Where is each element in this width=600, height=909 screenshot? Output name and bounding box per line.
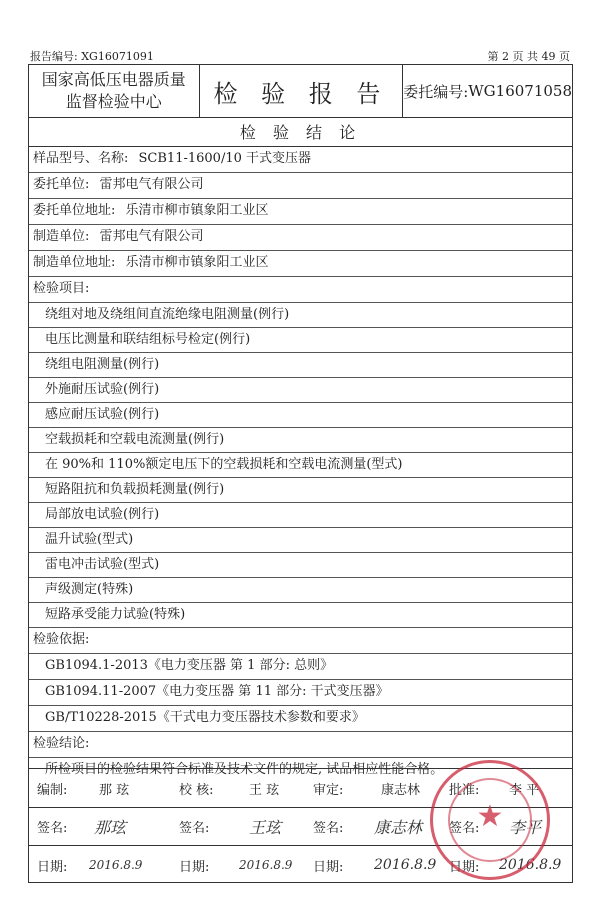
signature-approve: 李平 — [509, 817, 542, 837]
commission-number — [403, 65, 572, 117]
compile-name: 那 玹 — [99, 782, 130, 798]
stamp-star-icon: ★ — [476, 799, 504, 834]
sign-label: 签名: — [313, 820, 344, 836]
item: 电压比测量和联结组标号检定(例行) — [45, 332, 251, 347]
field-label: 委托单位地址: — [33, 203, 116, 218]
official-stamp — [430, 760, 550, 880]
item: 短路阻抗和负载损耗测量(例行) — [45, 482, 225, 497]
report-number-label: 报告编号: — [30, 50, 78, 63]
signature-review: 康志林 — [374, 817, 423, 837]
signature-check: 王玹 — [249, 817, 282, 837]
field-value: 乐清市柳市镇象阳工业区 — [125, 255, 269, 270]
commission-value: WG16071058 — [468, 82, 572, 100]
check-name: 王 玹 — [249, 782, 280, 798]
field-label: 样品型号、名称: — [33, 151, 129, 166]
check-label: 校 核: — [179, 782, 214, 798]
items-heading: 检验项目: — [33, 281, 90, 296]
item: 在 90%和 110%额定电压下的空载损耗和空载电流测量(型式) — [45, 457, 403, 472]
conclusion-text: 所检项目的检验结果符合标准及技术文件的规定, 试品相应性能合格。 — [45, 762, 444, 777]
date-label: 日期: — [179, 859, 210, 875]
field-manufacturer — [29, 224, 576, 250]
field-value: 雷邦电气有限公司 — [99, 177, 204, 192]
item: 局部放电试验(例行) — [45, 507, 160, 522]
sign-label: 签名: — [37, 820, 68, 836]
sign-label: 签名: — [449, 820, 480, 836]
item: 感应耐压试验(例行) — [45, 407, 160, 422]
conclusion-heading: 检验结论: — [33, 736, 90, 751]
field-label: 委托单位: — [33, 177, 90, 192]
date-compile: 2016.8.9 — [89, 858, 143, 872]
item: 声级测定(特殊) — [45, 582, 134, 597]
item: 外施耐压试验(例行) — [45, 382, 160, 397]
signature-compile: 那玹 — [94, 817, 127, 837]
review-label: 审定: — [313, 782, 344, 798]
compile-label: 编制: — [37, 782, 68, 798]
report-number — [30, 48, 154, 64]
report-header — [29, 65, 572, 118]
field-client — [29, 172, 576, 198]
field-manufacturer-address — [29, 250, 576, 276]
field-label: 制造单位: — [33, 229, 90, 244]
approve-name: 李 平 — [509, 782, 540, 798]
field-label: 制造单位地址: — [33, 255, 116, 270]
page-info: 第 2 页 共 49 页 — [487, 50, 570, 63]
section-title: 检 验 结 论 — [29, 117, 572, 147]
org-name-line2: 监督检验中心 — [65, 92, 162, 111]
approve-label: 批准: — [449, 782, 480, 798]
org-name-line1: 国家高低压电器质量 — [41, 70, 186, 89]
date-label: 日期: — [313, 859, 344, 875]
basis-heading: 检验依据: — [33, 632, 90, 647]
date-label: 日期: — [37, 859, 68, 875]
item: 雷电冲击试验(型式) — [45, 557, 160, 572]
field-value: SCB11-1600/10 干式变压器 — [138, 151, 312, 166]
item: 绕组电阻测量(例行) — [45, 357, 160, 372]
item: 绕组对地及绕组间直流绝缘电阻测量(例行) — [45, 307, 290, 322]
review-name: 康志林 — [381, 782, 421, 798]
date-check: 2016.8.9 — [239, 858, 293, 872]
date-review: 2016.8.9 — [374, 857, 437, 873]
item: 温升试验(型式) — [45, 532, 134, 547]
item: 空载损耗和空载电流测量(例行) — [45, 432, 225, 447]
field-value: 乐清市柳市镇象阳工业区 — [125, 203, 269, 218]
field-client-address — [29, 198, 576, 224]
date-label: 日期: — [449, 859, 480, 875]
date-approve: 2016.8.9 — [499, 857, 562, 873]
sign-label: 签名: — [179, 820, 210, 836]
field-sample — [29, 146, 576, 172]
basis-item: GB1094.1-2013《电力变压器 第 1 部分: 总则》 — [45, 658, 334, 673]
commission-label: 委托编号: — [403, 82, 469, 101]
report-title: 检 验 报 告 — [200, 65, 404, 117]
basis-item: GB/T10228-2015《干式电力变压器技术参数和要求》 — [45, 710, 365, 725]
item: 短路承受能力试验(特殊) — [45, 607, 186, 622]
org-name — [29, 65, 200, 117]
field-value: 雷邦电气有限公司 — [99, 229, 204, 244]
report-number-value: XG16071091 — [81, 50, 154, 63]
basis-item: GB1094.11-2007《电力变压器 第 11 部分: 干式变压器》 — [45, 684, 389, 699]
